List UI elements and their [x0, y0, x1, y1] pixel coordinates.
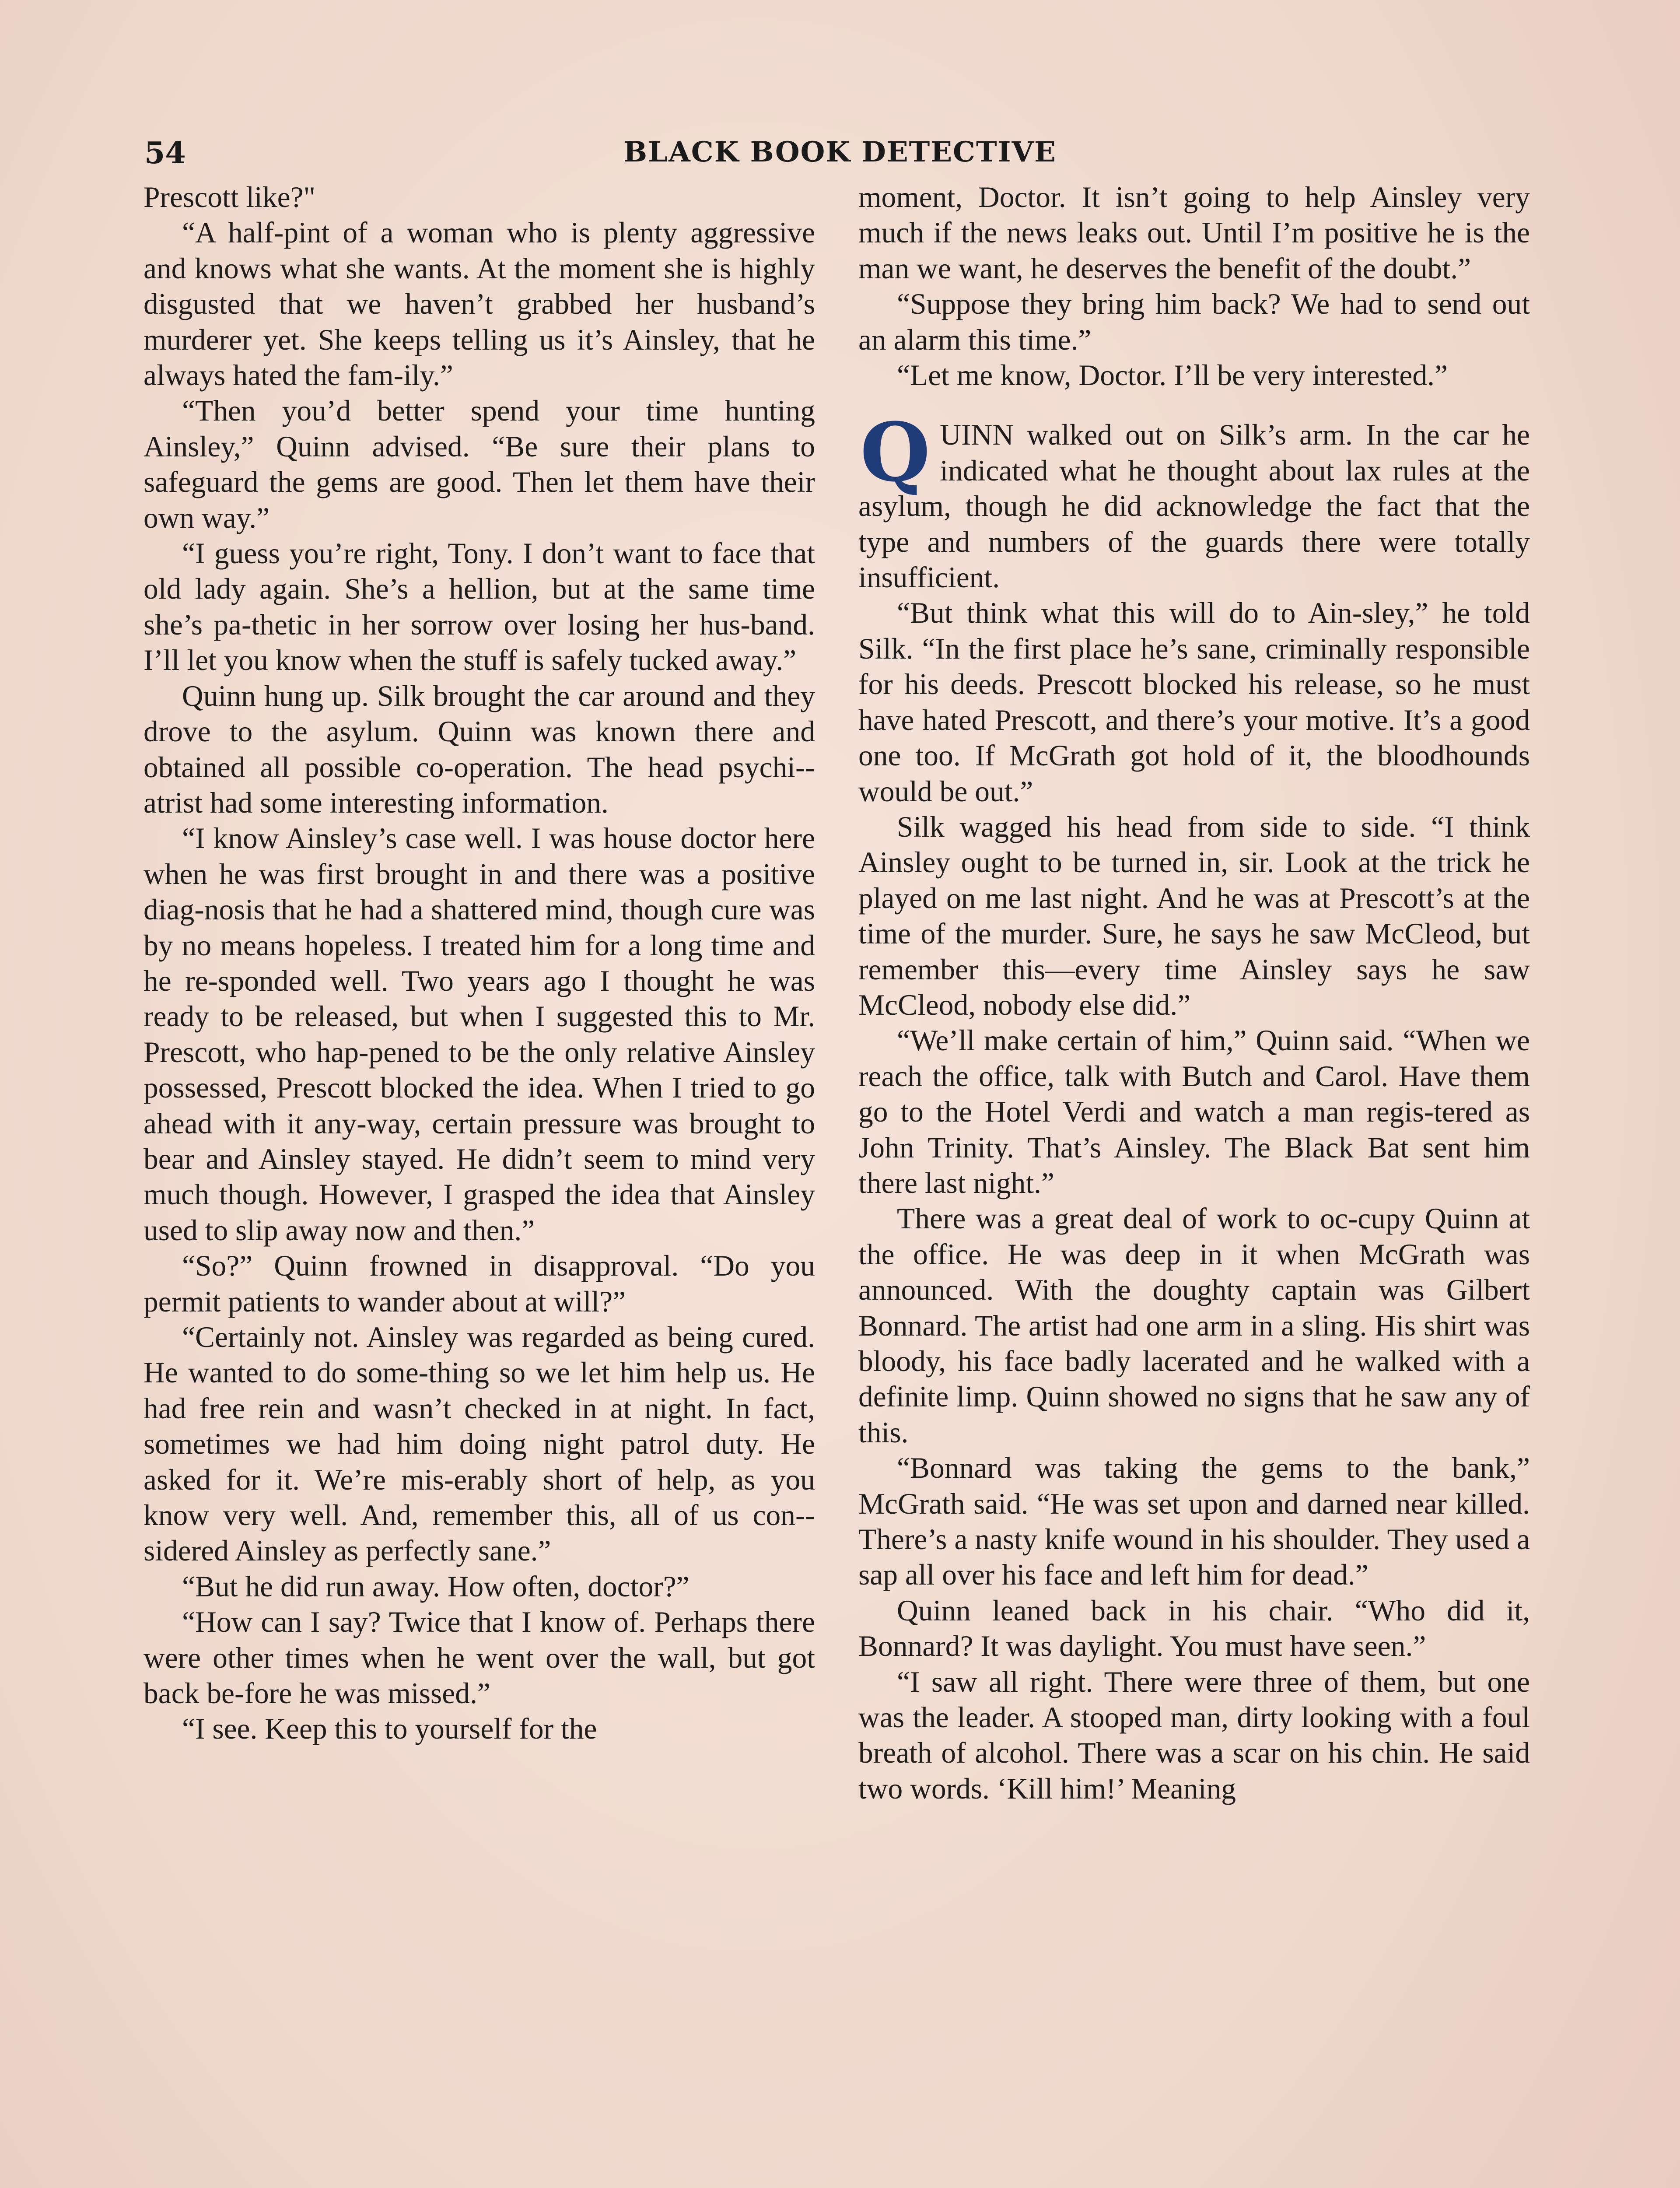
paragraph — [144, 393, 815, 536]
paragraph-text: “I saw all right. There were three of them, but one was the leader. A stooped man, dirty looking with a foul breath of alcohol. There was a scar on his chin. He said two words. ‘Kill him!’ Meaning — [858, 1665, 1530, 1805]
paragraph — [858, 405, 1530, 595]
paragraph-text: “But he did run away. How often, doctor?” — [182, 1570, 690, 1603]
drop-cap: Q — [860, 405, 931, 500]
paragraph-text: “A half-pint of a woman who is plenty aggressive and knows what she wants. At the moment she is highly disgusted that we haven’t grabbed her husband’s murderer yet. She keeps telling us it’s Ainsley, that he always hated the fam-ily.” — [144, 216, 815, 392]
paragraph-text: “Let me know, Doctor. I’ll be very interested.” — [897, 359, 1448, 392]
paragraph-text: “Bonnard was taking the gems to the bank,” McGrath said. “He was set upon and darned near killed. There’s a nasty knife wound in his shoulder. They used a sap all over his face and left him for dead.” — [858, 1452, 1530, 1592]
paragraph-text: “So?” Quinn frowned in disapproval. “Do you permit patients to wander about at will?” — [144, 1249, 815, 1318]
paragraph-text: “Certainly not. Ainsley was regarded as being cured. He wanted to do some-thing so we let him help us. He had free rein and wasn’t checked in at night. In fact, sometimes we had him doing night patrol duty. He asked for it. We’re mis-erably short of help, as you know very well. And, remember this, all of us con-sidered Ainsley as perfectly sane.” — [144, 1321, 815, 1567]
paragraph — [858, 809, 1530, 1023]
paragraph-text: “Suppose they bring him back? We had to send out an alarm this time.” — [858, 288, 1530, 356]
paragraph — [858, 1593, 1530, 1664]
paragraph-text: “I guess you’re right, Tony. I don’t want to face that old lady again. She’s a hellion, but at the same time she’s pa-thetic in her sorrow over losing her hus-band. I’ll let you know when the stuff is safely tucked away.” — [144, 537, 815, 677]
right-text-column — [858, 179, 1530, 2188]
paragraph — [144, 536, 815, 678]
paragraph — [144, 678, 815, 821]
paragraph-text: “But think what this will do to Ain-sley,” he told Silk. “In the first place he’s sane, criminally responsible for his deeds. Prescott blocked his release, so he must have hated Prescott, and there’s your motive. It’s a good one too. If McGrath got hold of it, the bloodhounds would be out.” — [858, 596, 1530, 808]
paragraph-text: moment, Doctor. It isn’t going to help Ainsley very much if the news leaks out. Until I’m positive he is the man we want, he deserves the benefit of the doubt.” — [858, 181, 1530, 285]
paragraph — [144, 1569, 815, 1604]
paragraph-text: “We’ll make certain of him,” Quinn said. “When we reach the office, talk with Butch and Carol. Have them go to the Hotel Verdi and watch a man regis-tered as John Trinity. That’s Ainsley. The Black Bat sent him there last night.” — [858, 1024, 1530, 1199]
paragraph — [858, 1664, 1530, 1807]
paragraph-text: Silk wagged his head from side to side. “I think Ainsley ought to be turned in, sir. Look at the trick he played on me last night. And he was at Prescott’s at the time of the murder. Sure, he says he saw McCleod, but remember this—every time Ainsley says he saw McCleod, nobody else did.” — [858, 810, 1530, 1021]
paragraph — [144, 1604, 815, 1711]
paragraph-text: “I see. Keep this to yourself for the — [182, 1712, 597, 1746]
paragraph — [144, 1711, 815, 1746]
paragraph-text: “How can I say? Twice that I know of. Perhaps there were other times when he went over the wall, but got back be-fore he was missed.” — [144, 1606, 815, 1710]
paragraph — [858, 1450, 1530, 1593]
page-header — [144, 131, 1536, 179]
paragraph-text: UINN walked out on Silk’s arm. In the car he indicated what he thought about lax rules at the asylum, though he did acknowledge the fact that the type and numbers of the guards there were totally insufficient. — [858, 418, 1530, 594]
paragraph — [858, 1023, 1530, 1201]
left-text-column — [144, 179, 815, 2188]
paragraph — [144, 1319, 815, 1569]
paragraph — [144, 179, 815, 215]
page-number: 54 — [144, 136, 186, 171]
paragraph — [858, 179, 1530, 286]
paragraph — [858, 1201, 1530, 1450]
paragraph — [144, 820, 815, 1248]
paragraph — [858, 358, 1530, 393]
paragraph — [144, 1248, 815, 1319]
paragraph-text: “Then you’d better spend your time hunting Ainsley,” Quinn advised. “Be sure their plans to safeguard the gems are good. Then let them have their own way.” — [144, 394, 815, 534]
paragraph-text: “I know Ainsley’s case well. I was house doctor here when he was first brought in and there was a positive diag-nosis that he had a shattered mind, though cure was by no means hopeless. I treated him for a long time and he re-sponded well. Two years ago I thought he was ready to be released, but when I suggested this to Mr. Prescott, who hap-pened to be the only relative Ainsley possessed, Prescott blocked the idea. When I tried to go ahead with it any-way, certain pressure was brought to bear and Ainsley stayed. He didn’t seem to mind very much though. However, I grasped the idea that Ainsley used to slip away now and then.” — [144, 822, 815, 1247]
paragraph — [858, 286, 1530, 358]
running-head: BLACK BOOK DETECTIVE — [623, 136, 1057, 168]
paragraph-text: Quinn hung up. Silk brought the car around and they drove to the asylum. Quinn was known there and obtained all possible co-operation. The head psychi-atrist had some interesting information. — [144, 679, 815, 819]
paragraph-text: There was a great deal of work to oc-cupy Quinn at the office. He was deep in it when McGrath was announced. With the doughty captain was Gilbert Bonnard. The artist had one arm in a sling. His shirt was bloody, his face badly lacerated and he walked with a definite limp. Quinn showed no signs that he saw any of this. — [858, 1202, 1530, 1449]
paragraph — [144, 215, 815, 393]
paragraph — [858, 595, 1530, 809]
paragraph-text: Prescott like?" — [144, 181, 316, 214]
paragraph-text: Quinn leaned back in his chair. “Who did it, Bonnard? It was daylight. You must have seen.” — [858, 1594, 1530, 1663]
